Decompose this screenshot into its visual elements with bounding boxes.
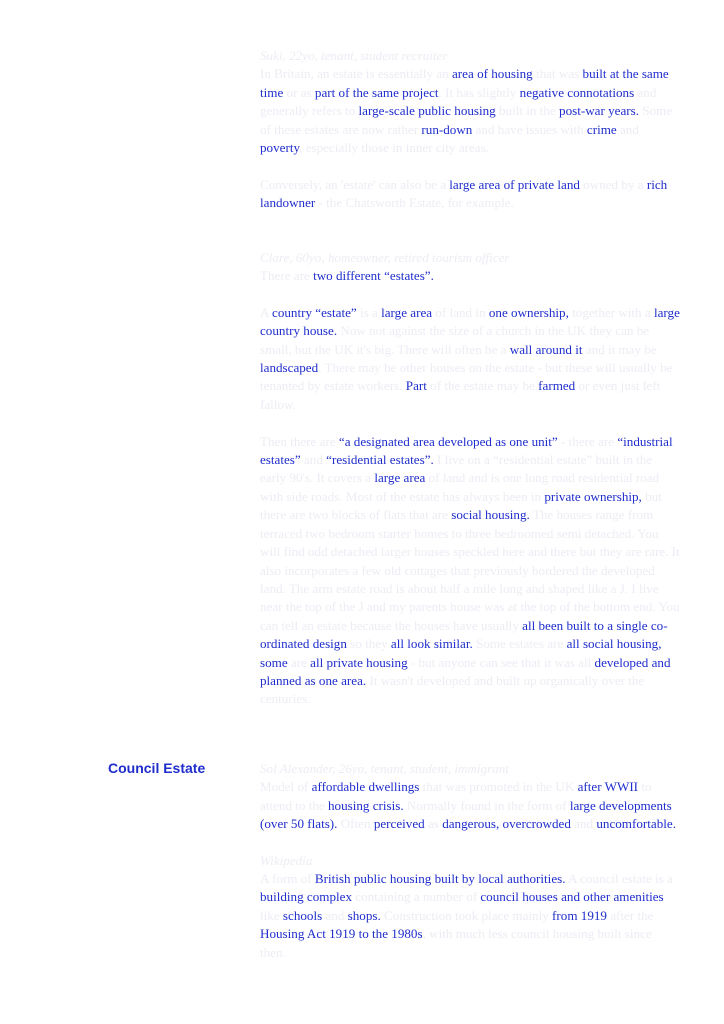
faded-text: of the estate may be (426, 378, 539, 394)
highlighted-phrase: schools (282, 907, 323, 923)
highlighted-phrase: social housing. (451, 507, 530, 523)
faded-text: together with a (568, 304, 654, 320)
faded-text: A form of (260, 871, 315, 887)
faded-text: It wasn't developed and built up organically over the centuries. (260, 672, 645, 707)
faded-text: or as (283, 84, 315, 100)
faded-text: as (424, 816, 443, 832)
faded-text: . There may be other houses on the estate - but these will usually be tenanted by estate workers. (260, 360, 673, 394)
response-caption: Suki, 22yo, tenant, student recruiter (260, 48, 448, 63)
faded-text: The houses range from terraced two bedroom starter homes to three bedroomed semi detached. You will find odd detached larger houses speckled here and there but they are rare. It also incorporates a few old cottages that previously bordered the developed land. The arm estate road is about half a mile long and shaped like a J. I live near the top of the J and my parents house was at the top of the bottom end. You can tell an estate because the houses have usually (260, 507, 680, 633)
faded-text: . It has slightly (438, 84, 520, 100)
faded-text: In Britain, an estate is essentially an (260, 66, 452, 82)
highlighted-phrase: rich landowner (260, 176, 668, 211)
highlighted-phrase: after WWII (577, 779, 639, 795)
highlighted-phrase: run-down (421, 121, 473, 137)
highlighted-phrase: “a designated area developed as one unit” (338, 433, 558, 449)
highlighted-phrase: large area of private land (449, 176, 580, 192)
highlighted-phrase: building complex (260, 889, 353, 905)
faded-text: but there are two blocks of flats that are (260, 488, 662, 523)
faded-text: after the (606, 907, 654, 923)
highlighted-phrase: housing crisis. (328, 797, 404, 813)
faded-text: - but anyone can see that it was all (407, 654, 595, 670)
faded-text: to attend to the (260, 779, 652, 813)
highlighted-phrase: landscaped (260, 360, 319, 376)
highlighted-phrase: negative connotations (519, 84, 635, 100)
highlighted-phrase: perceived (373, 816, 425, 832)
response-paragraph (260, 778, 680, 833)
highlighted-phrase: large country house. (260, 304, 680, 339)
response-paragraph (260, 65, 680, 157)
faded-text: I live on a “residential estate” built in the early 90's. It covers a (260, 452, 653, 486)
faded-text: , especially those in inner city areas. (299, 140, 489, 156)
faded-text: and (322, 907, 348, 923)
faded-text: built in the (495, 103, 560, 119)
faded-text: Some of these estates are now rather (260, 103, 673, 137)
highlighted-phrase: country “estate” (272, 304, 357, 320)
highlighted-phrase: developed and planned as one area. (260, 654, 671, 688)
response-paragraph (260, 304, 680, 414)
faded-text: - there are (557, 433, 618, 449)
faded-text: - the Chatsworth Estate, for example. (315, 195, 514, 211)
response-caption: Sol Alexander, 26yo, tenant, student, immigrant (260, 761, 509, 776)
response-paragraph (260, 267, 680, 285)
highlighted-phrase: all look similar. (390, 636, 473, 652)
highlighted-phrase: two different “estates”. (313, 268, 434, 284)
highlighted-phrase: part of the same project (314, 84, 439, 100)
faded-text: A (260, 304, 273, 320)
highlighted-phrase: built at the same time (260, 66, 669, 100)
response-caption: Clare, 60yo, homeowner, retired tourism officer (260, 249, 510, 265)
highlighted-phrase: “residential estates”. (326, 452, 434, 468)
faded-text: and it may be (582, 341, 657, 357)
faded-text: is a (356, 304, 382, 320)
faded-text: or even just left fallow. (260, 378, 661, 412)
faded-text: Now not against the size of a church in the UK they can be small, but the UK it's big. There will often be a (260, 323, 650, 357)
faded-text: Model of (260, 779, 312, 795)
highlighted-phrase: from 1919 (552, 907, 607, 923)
faded-text: , with much less council housing built since then. (260, 926, 652, 960)
response-paragraph (260, 433, 680, 709)
faded-text: A council estate is a (565, 871, 673, 887)
highlighted-phrase: dangerous, overcrowded (442, 816, 571, 832)
response-paragraph (260, 870, 680, 962)
response-paragraph (260, 176, 680, 213)
section-label-council-estate: Council Estate (108, 760, 206, 776)
faded-text: containing a number of (352, 889, 481, 905)
council-text-column (260, 760, 680, 962)
response-block (260, 249, 680, 709)
faded-text: of land and is one long road residential road with side roads. Most of the estate has always been in (260, 470, 660, 504)
highlighted-phrase: large area (374, 470, 426, 486)
faded-text: like (260, 907, 283, 923)
highlighted-phrase: private ownership, (544, 488, 642, 504)
highlighted-phrase: all been built to a single co-ordinated design (260, 617, 668, 652)
highlighted-phrase: all private housing (310, 654, 408, 670)
response-block (260, 852, 680, 962)
faded-text: Then there are (260, 433, 339, 449)
faded-text: There are (260, 268, 314, 284)
highlighted-phrase: wall around it (509, 341, 583, 357)
highlighted-phrase: large developments (over 50 flats). (260, 797, 672, 832)
response-caption: Wikipedia (260, 852, 313, 868)
highlighted-phrase: Part (405, 378, 427, 394)
faded-text: Conversely, an 'estate' can also be a (260, 176, 450, 192)
faded-text: are (287, 654, 311, 670)
highlighted-phrase: uncomfortable. (596, 816, 676, 832)
faded-text: Normally found in the form of (403, 797, 570, 813)
faded-text: and (616, 121, 639, 137)
highlighted-phrase: one ownership, (488, 304, 569, 320)
highlighted-phrase: post-war years. (559, 103, 640, 119)
highlighted-phrase: British public housing built by local authorities. (314, 871, 566, 887)
faded-text: and generally refers to (260, 84, 657, 119)
highlighted-phrase: council houses and other amenities (480, 889, 664, 905)
highlighted-phrase: crime (586, 121, 617, 137)
highlighted-phrase: all social housing, some (260, 636, 662, 670)
estate-text-column (260, 47, 680, 709)
highlighted-phrase: Housing Act 1919 to the 1980s (260, 926, 423, 942)
highlighted-phrase: farmed (538, 378, 576, 394)
faded-text: owned by a (579, 176, 647, 192)
highlighted-phrase: large area (381, 304, 433, 320)
response-block (260, 47, 680, 213)
highlighted-phrase: large-scale public housing (358, 103, 496, 119)
highlighted-phrase: “industrial estates” (260, 433, 673, 468)
faded-text: Construction took place mainly (380, 907, 553, 923)
faded-text: Some estates are (472, 636, 567, 652)
faded-text: that was promoted in the UK (419, 779, 578, 795)
faded-text: and (570, 816, 597, 832)
faded-text: so they (346, 636, 391, 652)
highlighted-phrase: shops. (347, 907, 381, 923)
highlighted-phrase: poverty (260, 140, 300, 156)
faded-text: Often (337, 816, 374, 832)
faded-text: that was (532, 66, 583, 82)
highlighted-phrase: area of housing (452, 66, 533, 82)
highlighted-phrase: affordable dwellings (311, 779, 420, 795)
faded-text: and have issues with (472, 121, 587, 137)
faded-text: of land in (432, 304, 489, 320)
faded-text: and (300, 452, 327, 468)
response-block (260, 760, 680, 834)
